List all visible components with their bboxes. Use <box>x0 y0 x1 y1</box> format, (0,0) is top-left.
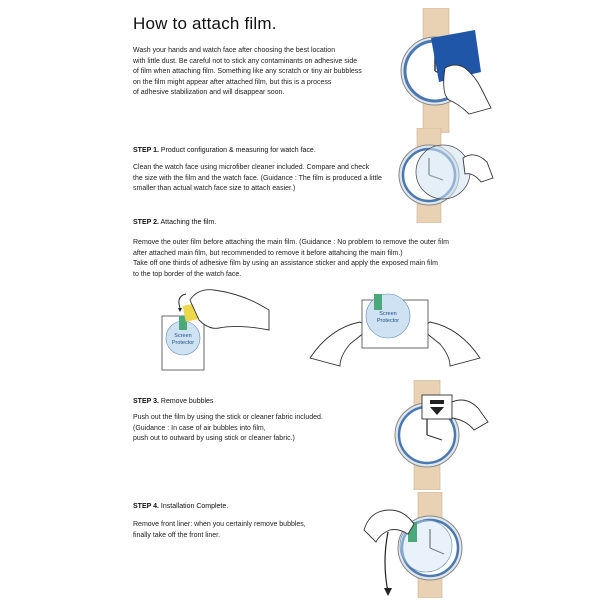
step-1-header <box>133 147 316 154</box>
peel-film-illustration <box>150 278 275 373</box>
apply-film-illustration <box>300 278 490 378</box>
watch-measuring-illustration <box>385 128 495 223</box>
step-3-header <box>133 398 213 405</box>
pull-arrow <box>385 532 388 592</box>
step-4-header <box>133 503 228 510</box>
film-label-line1: Screen <box>379 311 397 317</box>
step-2-text: Remove the outer film before attaching the main film. (Guidance : No problem to remove the outer film after attached main film, but recommended to remove it before attahcing the main film.) Take off one thirds of adhesive film by using an assistance sticker and apply the exposed main film to the top border of the watch face. <box>133 239 449 278</box>
step-2-header <box>133 219 216 226</box>
watch-cleaning-illustration <box>385 8 495 133</box>
step-1-text: Clean the watch face using microfiber cleaner included. Compare and check the size with the film and the watch face. (Guidance : The film is produced a little smaller than actual watch face size to attach easier.) <box>133 164 382 192</box>
step-2-label: STEP 2. <box>133 219 159 226</box>
step-4-heading: Installation Complete. <box>160 503 229 510</box>
step-2-heading: Attaching the film. <box>160 219 217 226</box>
page-title: How to attach film. <box>133 14 277 33</box>
intro-text: Wash your hands and watch face after choosing the best location with little dust. Be careful not to stick any contaminants on adhesive side of film when attaching film. Something like any scratch or tiny air bubbless on the film might appear after attached film, but this is a process of adhesive stabilization and will disappear soon. <box>133 47 362 96</box>
film-label-line1: Screen <box>174 333 192 339</box>
step-4-label: STEP 4. <box>133 503 159 510</box>
step-3-label: STEP 3. <box>133 398 159 405</box>
step-4-text: Remove front liner: when you certainly remove bubbles, finally take off the front liner. <box>133 521 306 539</box>
film-label-line2: Protector <box>171 340 195 346</box>
film-disc <box>416 145 470 199</box>
assistance-sticker <box>374 294 382 310</box>
step-3-heading: Remove bubbles <box>160 398 214 405</box>
left-hand-icon <box>310 322 370 366</box>
step-1-label: STEP 1. <box>133 147 159 154</box>
remove-bubbles-illustration <box>380 380 495 490</box>
remove-liner-illustration <box>360 492 495 598</box>
step-3-text: Push out the film by using the stick or cleaner fabric included. (Guidance : In case of air bubbles into film, push out to outward by using stick or cleaner fabric.) <box>133 414 323 442</box>
film-label-line2: Protector <box>376 318 400 324</box>
hand-icon <box>444 65 491 114</box>
right-hand-icon <box>420 322 480 366</box>
step-1-heading: Product configuration & measuring for watch face. <box>160 147 316 154</box>
